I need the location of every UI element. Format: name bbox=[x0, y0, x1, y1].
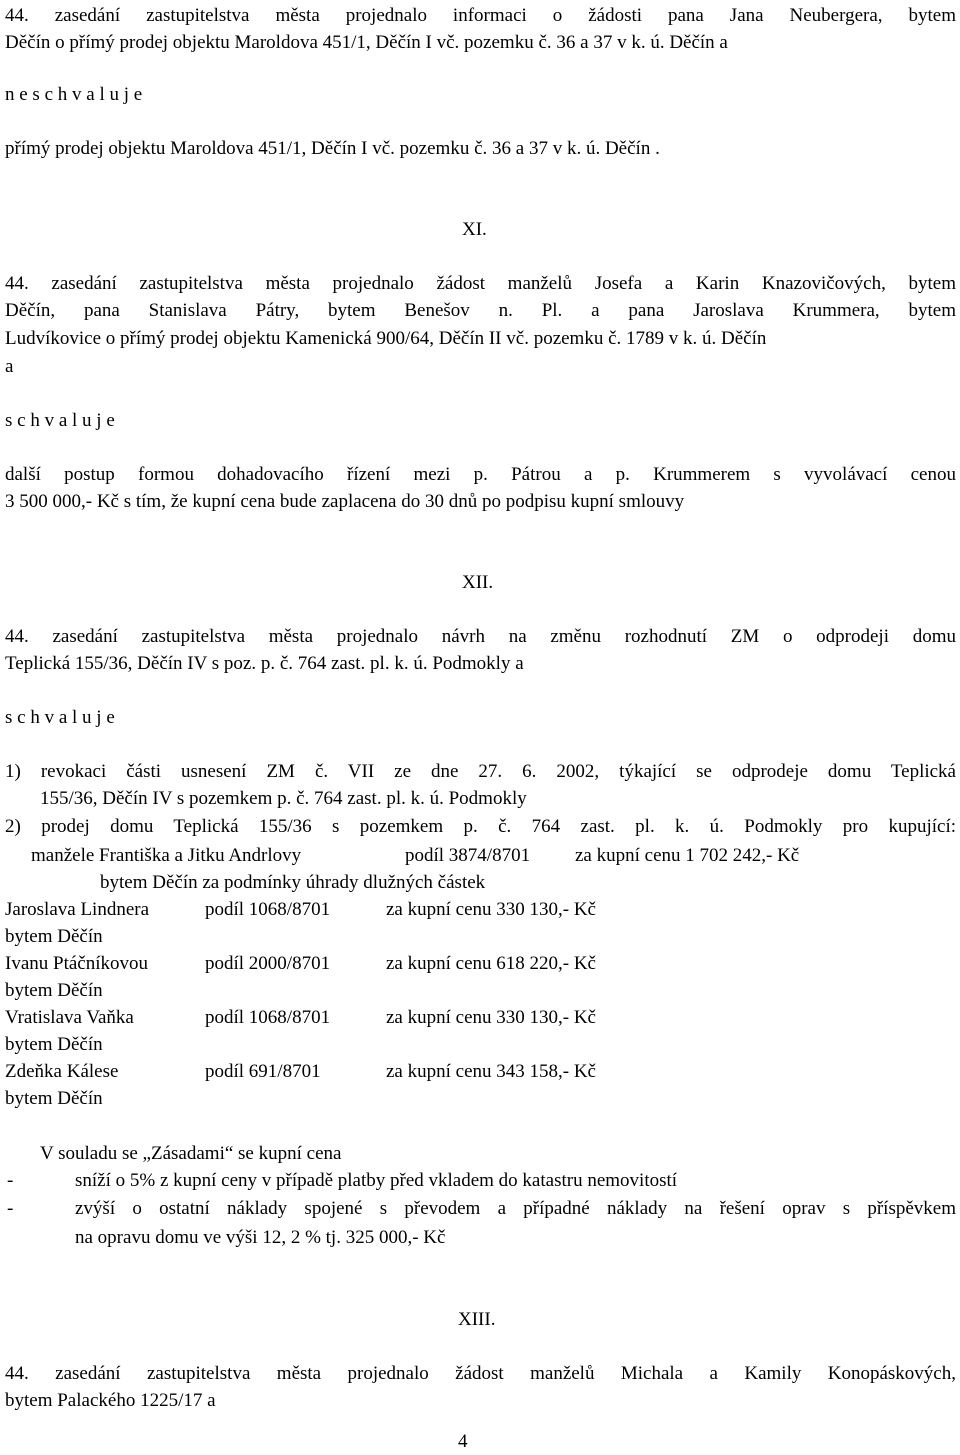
bullet-2-text-line2: na opravu domu ve výši 12, 2 % tj. 325 000,- Kč bbox=[75, 1227, 446, 1248]
section-xii-item1-line1: 1) revokaci části usnesení ZM č. VII ze dne 27. 6. 2002, týkající se odprodeje domu Teplická bbox=[5, 761, 956, 782]
buyer-4-share: podíl 1068/8701 bbox=[205, 1007, 331, 1028]
bullet-1-dash: - bbox=[7, 1170, 14, 1191]
section-x-resolution: přímý prodej objektu Maroldova 451/1, Děčín I vč. pozemku č. 36 a 37 v k. ú. Děčín . bbox=[5, 138, 660, 159]
buyer-2-price: za kupní cenu 330 130,- Kč bbox=[386, 899, 596, 920]
section-xii-verdict: s c h v a l u j e bbox=[5, 707, 115, 728]
buyer-4-name: Vratislava Vaňka bbox=[5, 1007, 134, 1028]
section-xiii-intro-line1: 44. zasedání zastupitelstva města projednalo žádost manželů Michala a Kamily Konopáskových, bbox=[5, 1363, 956, 1384]
buyer-5-name: Zdeňka Kálese bbox=[5, 1061, 119, 1082]
buyer-3-name: Ivanu Ptáčníkovou bbox=[5, 953, 149, 974]
section-xi-resolution-line2: 3 500 000,- Kč s tím, že kupní cena bude zaplacena do 30 dnů po podpisu kupní smlouvy bbox=[5, 491, 685, 512]
section-xii-item1-line2: 155/36, Děčín IV s pozemkem p. č. 764 zast. pl. k. ú. Podmokly bbox=[40, 788, 527, 809]
buyer-1-residence: bytem Děčín za podmínky úhrady dlužných částek bbox=[100, 872, 486, 893]
buyer-2-residence: bytem Děčín bbox=[5, 926, 103, 947]
section-xiii-heading: XIII. bbox=[458, 1309, 496, 1330]
principles-intro: V souladu se „Zásadami“ se kupní cena bbox=[40, 1143, 342, 1164]
buyer-1-price: za kupní cenu 1 702 242,- Kč bbox=[575, 845, 800, 866]
bullet-2-dash: - bbox=[7, 1198, 14, 1219]
section-xii-intro-line1: 44. zasedání zastupitelstva města projednalo návrh na změnu rozhodnutí ZM o odprodeji domu bbox=[5, 626, 956, 647]
section-xi-intro-line3: Ludvíkovice o přímý prodej objektu Kamenická 900/64, Děčín II vč. pozemku č. 1789 v k. ú. Děčín bbox=[5, 328, 767, 349]
buyer-3-share: podíl 2000/8701 bbox=[205, 953, 331, 974]
bullet-1-text: sníží o 5% z kupní ceny v případě platby před vkladem do katastru nemovitostí bbox=[75, 1170, 678, 1191]
section-xi-heading: XI. bbox=[462, 219, 487, 240]
section-x-intro-line1: 44. zasedání zastupitelstva města projednalo informaci o žádosti pana Jana Neubergera, bytem bbox=[5, 5, 956, 26]
section-xi-intro-line2: Děčín, pana Stanislava Pátry, bytem Benešov n. Pl. a pana Jaroslava Krummera, bytem bbox=[5, 300, 956, 321]
section-x-verdict: n e s c h v a l u j e bbox=[5, 84, 143, 105]
section-xi-intro-line1: 44. zasedání zastupitelstva města projednalo žádost manželů Josefa a Karin Knazovičových, bytem bbox=[5, 273, 956, 294]
buyer-4-residence: bytem Děčín bbox=[5, 1034, 103, 1055]
buyer-5-residence: bytem Děčín bbox=[5, 1088, 103, 1109]
section-xi-intro-line4: a bbox=[5, 356, 14, 377]
buyer-1-name: manžele Františka a Jitku Andrlovy bbox=[31, 845, 302, 866]
section-xii-intro-line2: Teplická 155/36, Děčín IV s poz. p. č. 764 zast. pl. k. ú. Podmokly a bbox=[5, 653, 524, 674]
buyer-5-price: za kupní cenu 343 158,- Kč bbox=[386, 1061, 596, 1082]
section-xiii-intro-line2: bytem Palackého 1225/17 a bbox=[5, 1390, 216, 1411]
buyer-3-price: za kupní cenu 618 220,- Kč bbox=[386, 953, 596, 974]
buyer-1-share: podíl 3874/8701 bbox=[405, 845, 531, 866]
page-number: 4 bbox=[458, 1431, 468, 1452]
section-xii-item2-line1: 2) prodej domu Teplická 155/36 s pozemkem p. č. 764 zast. pl. k. ú. Podmokly pro kupující: bbox=[5, 816, 956, 837]
buyer-4-price: za kupní cenu 330 130,- Kč bbox=[386, 1007, 596, 1028]
section-x-intro-line2: Děčín o přímý prodej objektu Maroldova 451/1, Děčín I vč. pozemku č. 36 a 37 v k. ú. Děčín a bbox=[5, 32, 728, 53]
buyer-2-share: podíl 1068/8701 bbox=[205, 899, 331, 920]
section-xii-heading: XII. bbox=[462, 572, 494, 593]
section-xi-resolution-line1: další postup formou dohadovacího řízení mezi p. Pátrou a p. Krummerem s vyvolávací cenou bbox=[5, 464, 956, 485]
buyer-2-name: Jaroslava Lindnera bbox=[5, 899, 150, 920]
buyer-3-residence: bytem Děčín bbox=[5, 980, 103, 1001]
section-xi-verdict: s c h v a l u j e bbox=[5, 410, 115, 431]
buyer-5-share: podíl 691/8701 bbox=[205, 1061, 321, 1082]
bullet-2-text-line1: zvýší o ostatní náklady spojené s převodem a případné náklady na řešení oprav s příspěvkem bbox=[75, 1198, 956, 1219]
